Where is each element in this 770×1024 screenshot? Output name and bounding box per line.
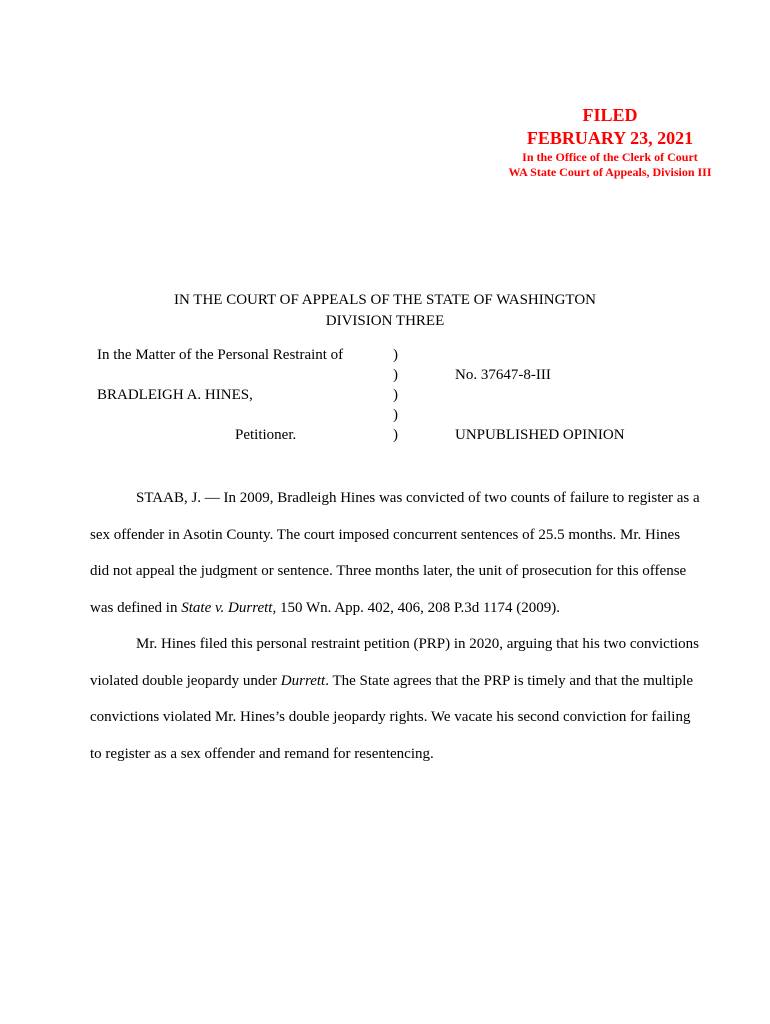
caption-paren: ) — [393, 427, 398, 443]
p1-text-b: 150 Wn. App. 402, 406, 208 P.3d 1174 (2009). — [276, 599, 560, 616]
p2-text-b: . The State agrees that the PRP is timely and that the multiple convictions violated Mr. Hines’s double jeopardy rights. We vacate his second conviction for failing to register as a sex offender and remand for resentencing. — [90, 672, 694, 762]
court-header — [60, 290, 710, 332]
filed-label: FILED — [582, 105, 638, 125]
case-caption — [0, 347, 770, 457]
court-division: DIVISION THREE — [325, 313, 445, 329]
case-number: No. 37647-8-III — [455, 367, 551, 383]
p2-text-a: Mr. Hines filed this personal restraint petition (PRP) in 2020, arguing that his two convictions violated double jeopardy under — [90, 636, 699, 689]
paragraph-1 — [90, 480, 700, 626]
paragraph-2 — [90, 626, 700, 772]
matter-line: In the Matter of the Personal Restraint of — [97, 347, 344, 363]
court-division-line: WA State Court of Appeals, Division III — [508, 165, 712, 179]
p1-text-a: STAAB, J. — In 2009, Bradleigh Hines was convicted of two counts of failure to register as a sex offender in Asotin County. The court imposed concurrent sentences of 25.5 months. Mr. Hines did not appeal the judgment or sentence. Three months later, the unit of prosecution for this offense was defined in — [90, 490, 700, 616]
caption-paren: ) — [393, 407, 398, 423]
caption-paren: ) — [393, 347, 398, 363]
petitioner-role: Petitioner. — [235, 427, 297, 443]
opinion-type: UNPUBLISHED OPINION — [455, 427, 625, 443]
caption-paren: ) — [393, 387, 398, 403]
petitioner-name: BRADLEIGH A. HINES, — [97, 387, 253, 403]
clerk-office-line: In the Office of the Clerk of Court — [522, 150, 698, 164]
filing-date: FEBRUARY 23, 2021 — [526, 128, 694, 148]
filing-stamp — [460, 104, 760, 180]
opinion-body — [90, 480, 700, 772]
court-name: IN THE COURT OF APPEALS OF THE STATE OF WASHINGTON — [174, 292, 596, 308]
case-reference-durrett: Durrett — [280, 672, 326, 689]
case-citation-durrett: State v. Durrett, — [181, 599, 277, 616]
caption-paren: ) — [393, 367, 398, 383]
